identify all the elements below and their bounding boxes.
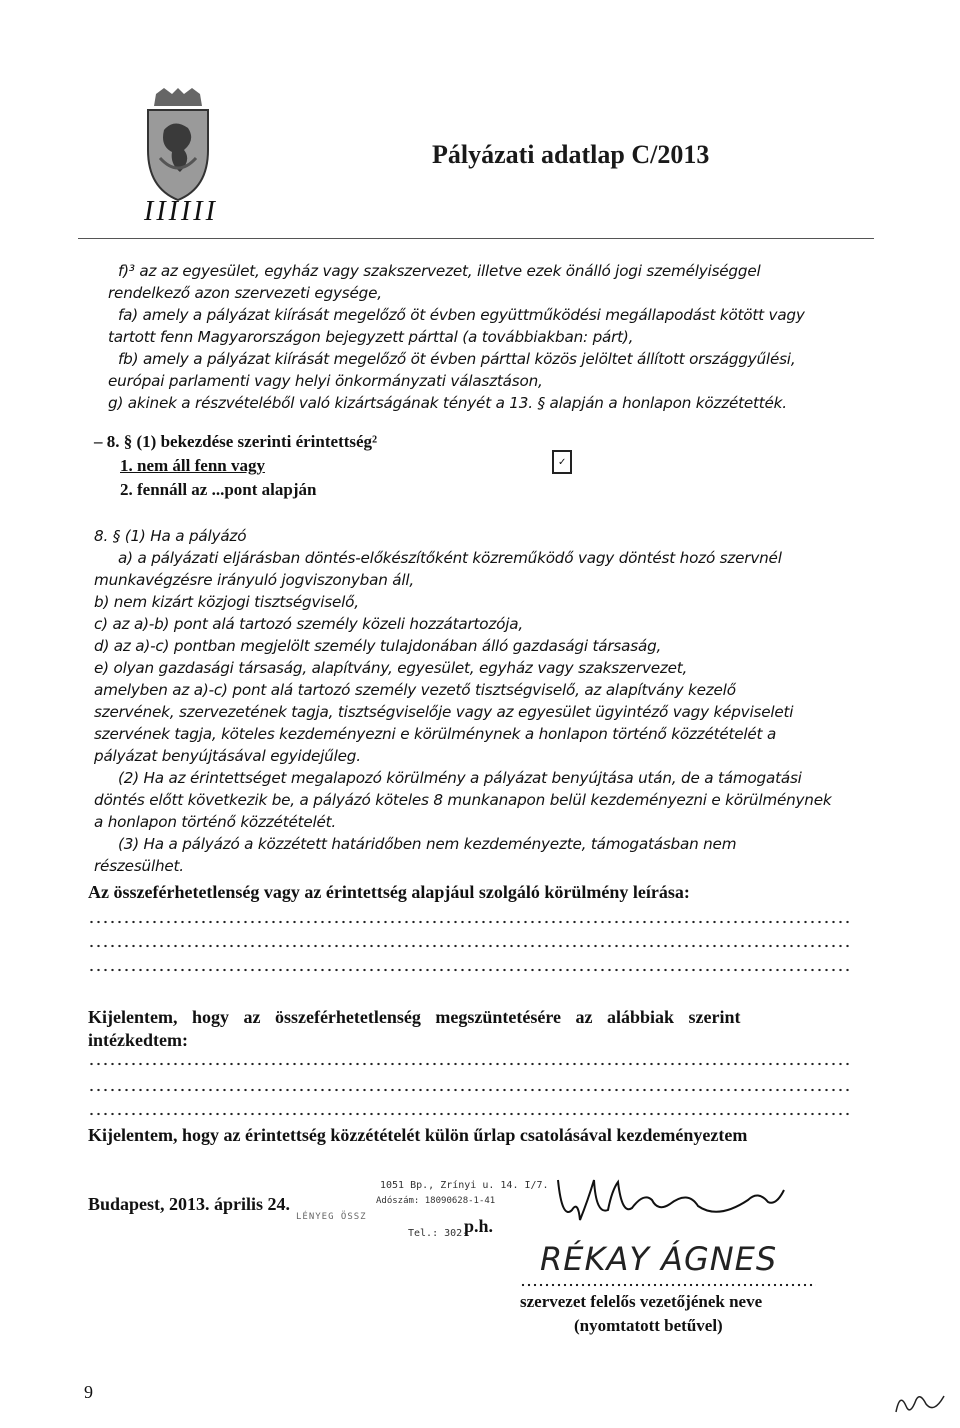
text-line: a honlapon történő közzétételét. bbox=[94, 813, 337, 831]
coat-of-arms-logo bbox=[136, 88, 220, 240]
text-line: tartott fenn Magyarországon bejegyzett párttal (a továbbiakban: párt), bbox=[108, 328, 634, 346]
handwritten-initials-icon bbox=[890, 1372, 950, 1422]
incompatibility-heading: Az összeférhetetlenség vagy az érintettség alapjául szolgáló körülmény leírása: bbox=[88, 882, 690, 902]
stamp-placeholder: p.h. bbox=[464, 1216, 494, 1236]
text-line: fa) amely a pályázat kiírását megelőző öt évben együttműködési megállapodást kötött vagy bbox=[118, 306, 805, 324]
dotted-line bbox=[88, 1062, 850, 1066]
text-line: 8. § (1) Ha a pályázó bbox=[94, 527, 247, 545]
checkmark-icon: ✓ bbox=[558, 457, 567, 468]
text-line: szervének, szervezetének tagja, tisztségviselője vagy az egyesület ügyintéző vagy képviseleti bbox=[94, 703, 794, 721]
text-line: pályázat benyújtásával egyidejűleg. bbox=[94, 747, 361, 765]
text-line: b) nem kizárt közjogi tisztségviselő, bbox=[94, 593, 359, 611]
text-line: d) az a)-c) pontban megjelölt személy tulajdonában álló gazdasági társaság, bbox=[94, 637, 662, 655]
text-line: a) a pályázati eljárásban döntés-előkészítőként közreműködő vagy döntést hozó szervnél bbox=[118, 549, 782, 567]
text-line: rendelkező azon szervezeti egysége, bbox=[108, 284, 382, 302]
option-applicable: 2. fennáll az ...pont alapján bbox=[120, 480, 317, 499]
text-line: részesülhet. bbox=[94, 857, 184, 875]
section-8-heading: – 8. § (1) bekezdése szerinti érintettség² bbox=[94, 432, 378, 451]
header-divider bbox=[78, 238, 874, 239]
measures-heading: Kijelentem, hogy az összeférhetetlenség megszüntetésére az alábbiak szerint bbox=[88, 1007, 741, 1027]
text-line: g) akinek a részvételéből való kizártságának tényét a 13. § alapján a honlapon közzétették. bbox=[108, 394, 787, 412]
dotted-line bbox=[88, 1088, 850, 1092]
stamp-phone: Tel.: 302- bbox=[408, 1228, 469, 1239]
text-line: c) az a)-b) pont alá tartozó személy közeli hozzátartozója, bbox=[94, 615, 523, 633]
option-not-applicable: 1. nem áll fenn vagy bbox=[120, 456, 265, 475]
signature-dotted-line bbox=[520, 1283, 816, 1287]
text-line: (3) Ha a pályázó a közzétett határidőben nem kezdeményezte, támogatásban nem bbox=[118, 835, 737, 853]
measures-heading-cont: intézkedtem: bbox=[88, 1030, 188, 1050]
dotted-line bbox=[88, 1112, 850, 1116]
text-line: amelyben az a)-c) pont alá tartozó személy vezető tisztségviselő, az alapítvány kezelő bbox=[94, 681, 736, 699]
dotted-line bbox=[88, 968, 850, 972]
stamp-tax-number: Adószám: 18090628-1-41 bbox=[376, 1196, 496, 1206]
text-line: szervének tagja, köteles kezdeményezni e körülménynek a honlapon történő közzétételét a bbox=[94, 725, 777, 743]
printed-name-handwritten: RÉKAY ÁGNES bbox=[540, 1240, 778, 1278]
dotted-line bbox=[88, 944, 850, 948]
logo-caption: IIIIII bbox=[144, 196, 218, 227]
text-line: munkavégzésre irányuló jogviszonyban áll, bbox=[94, 571, 415, 589]
signature-icon bbox=[548, 1160, 798, 1230]
dotted-line bbox=[88, 920, 850, 924]
stamp-org: LÉNYEG ÖSSZ bbox=[296, 1212, 367, 1222]
place-and-date: Budapest, 2013. április 24. bbox=[88, 1194, 291, 1214]
signature-caption: szervezet felelős vezetőjének neve bbox=[520, 1292, 763, 1311]
text-line: (2) Ha az érintettséget megalapozó körülmény a pályázat benyújtása után, de a támogatási bbox=[118, 769, 802, 787]
text-line: európai parlamenti vagy helyi önkormányzati választáson, bbox=[108, 372, 543, 390]
text-line: f)³ az az egyesület, egyház vagy szakszervezet, illetve ezek önálló jogi személyiséggel bbox=[118, 262, 761, 280]
signature-caption-note: (nyomtatott betűvel) bbox=[574, 1316, 723, 1335]
publication-heading: Kijelentem, hogy az érintettség közzétételét külön űrlap csatolásával kezdeményeztem bbox=[88, 1125, 748, 1145]
stamp-address: 1051 Bp., Zrínyi u. 14. I/7. bbox=[380, 1180, 549, 1191]
text-line: e) olyan gazdasági társaság, alapítvány, egyesület, egyház vagy szakszervezet, bbox=[94, 659, 688, 677]
text-line: döntés előtt következik be, a pályázó köteles 8 munkanapon belül kezdeményezni e körülménynek bbox=[94, 791, 832, 809]
text-line: fb) amely a pályázat kiírását megelőző öt évben párttal közös jelöltet állított országgyűlési, bbox=[118, 350, 796, 368]
page-title: Pályázati adatlap C/2013 bbox=[432, 140, 710, 169]
page-number: 9 bbox=[84, 1382, 93, 1402]
